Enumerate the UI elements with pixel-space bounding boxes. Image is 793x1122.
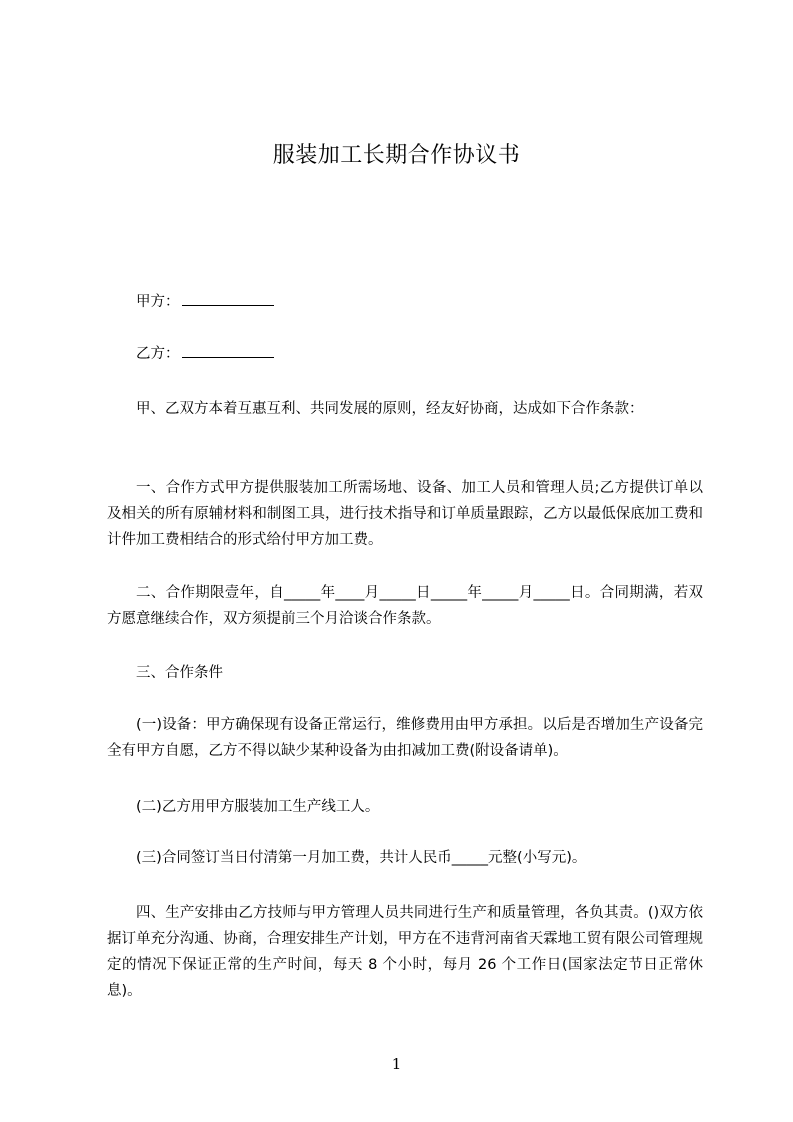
clause-3-heading: 三、合作条件 <box>136 665 223 681</box>
party-b-line <box>136 341 732 367</box>
clause-4-paragraph: 四、生产安排由乙方技师与甲方管理人员共同进行生产和质量管理，各负其责。()双方依据订单充分沟通、协商，合理安排生产计划，甲方在不违背河南省天霖地工贸有限公司管理规定的情况下保证正常的生产时间，每天 8 个小时，每月 26 个工作日(国家法定节日正常休息)。 <box>107 905 703 999</box>
party-b-label: 乙方： <box>136 346 180 362</box>
document-title: 服装加工长期合作协议书 <box>272 143 521 168</box>
clause-3-2-paragraph: (二)乙方用甲方服装加工生产线工人。 <box>136 799 380 815</box>
intro-paragraph: 甲、乙双方本着互惠互利、共同发展的原则，经友好协商，达成如下合作条款： <box>136 401 644 417</box>
party-a-blank <box>182 291 274 306</box>
party-b-blank <box>182 343 274 358</box>
page-number: 1 <box>391 1055 402 1073</box>
clause-3-1-paragraph: (一)设备：甲方确保现有设备正常运行，维修费用由甲方承担。以后是否增加生产设备完全有甲方自愿，乙方不得以缺少某种设备为由扣减加工费(附设备请单)。 <box>107 717 703 759</box>
clause-2-paragraph: 二、合作期限壹年，自_____年____月_____日_____年_____月_____日。合同期满，若双方愿意继续合作，双方须提前三个月洽谈合作条款。 <box>107 585 703 627</box>
clause-1-paragraph: 一、合作方式甲方提供服装加工所需场地、设备、加工人员和管理人员;乙方提供订单以及相关的所有原辅材料和制图工具，进行技术指导和订单质量跟踪，乙方以最低保底加工费和计件加工费相结合的形式给付甲方加工费。 <box>107 480 703 548</box>
clause-3-3-paragraph: (三)合同签订当日付清第一月加工费，共计人民币_____元整(小写元)。 <box>136 850 587 866</box>
party-a-line <box>136 289 732 315</box>
party-a-label: 甲方： <box>136 294 180 310</box>
